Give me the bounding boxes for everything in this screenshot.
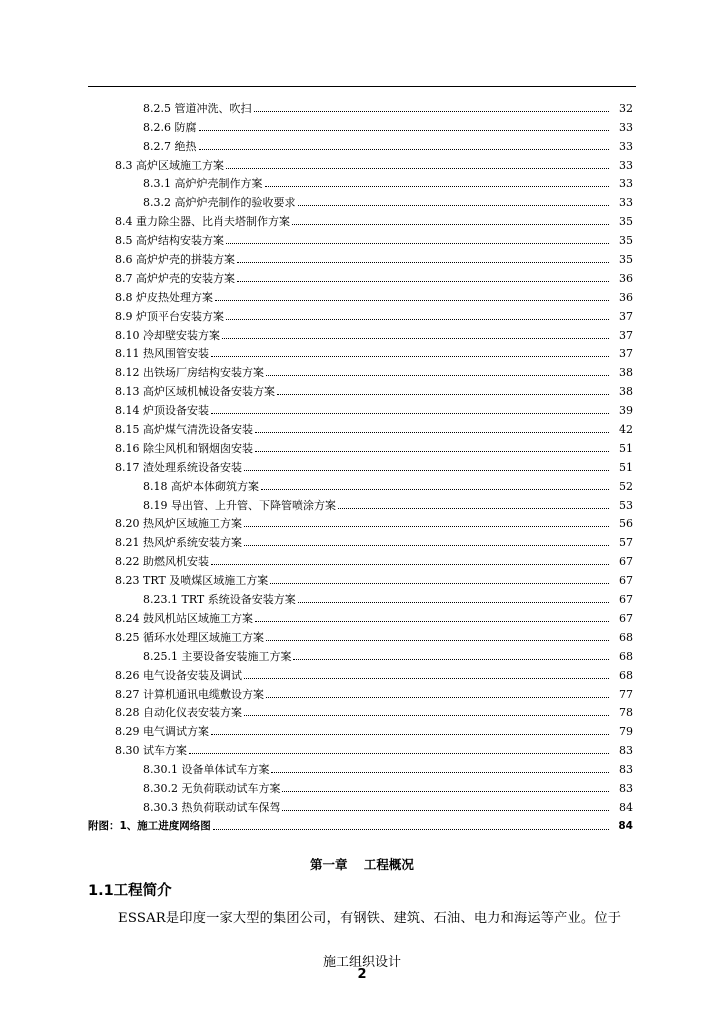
toc-leader-dots — [265, 185, 610, 187]
toc-entry-page: 33 — [619, 158, 633, 172]
toc-entry-title: 8.17 渣处理系统设备安装 — [115, 460, 242, 474]
toc-leader-dots — [226, 167, 609, 169]
toc-entry-page: 67 — [619, 555, 633, 569]
toc-entry-title: 8.23.1 TRT 系统设备安装方案 — [143, 593, 296, 607]
toc-entry-title: 8.7 高炉炉壳的安装方案 — [115, 271, 235, 285]
toc-entry-page: 35 — [619, 234, 633, 248]
toc-entry-title: 8.18 高炉本体砌筑方案 — [143, 479, 259, 493]
toc-entry[interactable] — [0, 474, 724, 493]
toc-entry-title: 8.25 循环水处理区域施工方案 — [115, 630, 264, 644]
toc-entry[interactable] — [0, 323, 724, 342]
toc-leader-dots — [211, 563, 609, 565]
toc-leader-dots — [298, 601, 609, 603]
toc-leader-dots — [237, 261, 609, 263]
toc-entry-title: 8.22 助燃风机安装 — [115, 555, 209, 569]
toc-entry-page: 56 — [619, 517, 633, 531]
toc-entry[interactable] — [0, 304, 724, 323]
toc-entry[interactable] — [0, 172, 724, 191]
toc-entry-page: 67 — [619, 593, 633, 607]
toc-entry-title: 8.14 炉顶设备安装 — [115, 404, 209, 418]
toc-leader-dots — [199, 148, 610, 150]
toc-entry-title: 8.5 高炉结构安装方案 — [115, 234, 224, 248]
toc-leader-dots — [226, 318, 609, 320]
toc-entry[interactable] — [0, 587, 724, 606]
header-rule — [88, 86, 636, 87]
toc-leader-dots — [199, 129, 610, 131]
toc-entry[interactable] — [0, 757, 724, 776]
toc-entry-title: 8.11 热风围管安装 — [115, 347, 209, 361]
toc-entry[interactable] — [0, 417, 724, 436]
toc-entry[interactable] — [0, 663, 724, 682]
toc-leader-dots — [244, 544, 609, 546]
section-heading: 1.1工程简介 — [88, 883, 172, 899]
footer-title: 施工组织设计 — [322, 955, 401, 970]
toc-entry[interactable] — [0, 644, 724, 663]
toc-leader-dots — [266, 696, 609, 698]
toc-entry-title: 8.19 导出管、上升管、下降管喷涂方案 — [143, 498, 336, 512]
toc-entry-title: 8.27 计算机通讯电缆敷设方案 — [115, 687, 264, 701]
toc-leader-dots — [255, 431, 609, 433]
toc-entry-page: 33 — [619, 177, 633, 191]
toc-leader-dots — [255, 450, 609, 452]
toc-entry-page: 33 — [619, 196, 633, 210]
toc-entry-title: 8.30.3 热负荷联动试车保驾 — [143, 800, 281, 814]
toc-entry[interactable] — [0, 682, 724, 701]
toc-entry-title: 8.2.5 管道冲洗、吹扫 — [143, 101, 252, 115]
footer-wave-rule — [88, 936, 636, 944]
toc-entry-title: 8.21 热风炉系统安装方案 — [115, 536, 242, 550]
toc-entry-page: 37 — [619, 347, 633, 361]
toc-entry-title: 8.6 高炉炉壳的拼装方案 — [115, 253, 235, 267]
toc-leader-dots — [189, 752, 609, 754]
toc-entry-page: 68 — [619, 649, 633, 663]
toc-leader-dots — [211, 412, 609, 414]
toc-entry-page: 39 — [619, 404, 633, 418]
toc-entry-page: 37 — [619, 309, 633, 323]
toc-entry[interactable] — [0, 814, 724, 833]
toc-entry-title: 8.29 电气调试方案 — [115, 725, 209, 739]
toc-entry[interactable] — [0, 96, 724, 115]
toc-entry-title: 8.9 炉顶平台安装方案 — [115, 309, 224, 323]
toc-entry[interactable] — [0, 134, 724, 153]
toc-entry-title: 8.8 炉皮热处理方案 — [115, 290, 213, 304]
toc-entry-page: 67 — [619, 611, 633, 625]
toc-entry-title: 8.3.2 高炉炉壳制作的验收要求 — [143, 196, 296, 210]
toc-leader-dots — [270, 582, 609, 584]
toc-entry-page: 38 — [619, 385, 633, 399]
toc-entry[interactable] — [0, 360, 724, 379]
toc-entry[interactable] — [0, 530, 724, 549]
toc-entry[interactable] — [0, 398, 724, 417]
toc-entry-title: 8.10 冷却壁安装方案 — [115, 328, 220, 342]
toc-entry[interactable] — [0, 795, 724, 814]
toc-entry-title: 8.16 除尘风机和钢烟囱安装 — [115, 441, 253, 455]
toc-entry[interactable] — [0, 512, 724, 531]
toc-entry[interactable] — [0, 285, 724, 304]
toc-leader-dots — [282, 809, 609, 811]
toc-leader-dots — [222, 337, 609, 339]
toc-entry-title: 8.30.2 无负荷联动试车方案 — [143, 781, 281, 795]
toc-entry-title: 8.12 出铁场厂房结构安装方案 — [115, 366, 264, 380]
toc-entry-page: 83 — [619, 781, 633, 795]
toc-entry-page: 35 — [619, 253, 633, 267]
toc-entry-page: 84 — [619, 800, 633, 814]
toc-entry-page: 78 — [619, 706, 633, 720]
chapter-heading — [0, 855, 724, 873]
toc-entry[interactable] — [0, 738, 724, 757]
wave-line — [88, 943, 636, 944]
toc-entry-title: 8.15 高炉煤气清洗设备安装 — [115, 423, 253, 437]
toc-entry-page: 36 — [619, 290, 633, 304]
toc-entry[interactable] — [0, 115, 724, 134]
toc-leader-dots — [211, 733, 609, 735]
toc-entry[interactable] — [0, 153, 724, 172]
toc-entry[interactable] — [0, 247, 724, 266]
toc-entry-title: 8.26 电气设备安装及调试 — [115, 668, 242, 682]
toc-leader-dots — [292, 223, 609, 225]
toc-entry-page: 79 — [619, 725, 633, 739]
toc-leader-dots — [237, 280, 609, 282]
toc-entry[interactable] — [0, 568, 724, 587]
chapter-title: 工程概况 — [363, 857, 414, 872]
toc-entry-title: 8.3 高炉区域施工方案 — [115, 158, 224, 172]
toc-entry[interactable] — [0, 209, 724, 228]
toc-entry-title: 8.3.1 高炉炉壳制作方案 — [143, 177, 263, 191]
toc-entry-page: 52 — [619, 479, 633, 493]
toc-entry[interactable] — [0, 625, 724, 644]
toc-entry-page: 51 — [619, 460, 633, 474]
toc-entry-title: 8.13 高炉区域机械设备安装方案 — [115, 385, 275, 399]
toc-leader-dots — [213, 828, 609, 830]
toc-leader-dots — [215, 299, 609, 301]
toc-leader-dots — [254, 110, 610, 112]
toc-entry[interactable] — [0, 190, 724, 209]
toc-entry-page: 57 — [619, 536, 633, 550]
toc-leader-dots — [244, 525, 609, 527]
toc-entry[interactable] — [0, 436, 724, 455]
toc-entry-title: 8.4 重力除尘器、比肖夫塔制作方案 — [115, 215, 290, 229]
toc-entry[interactable] — [0, 701, 724, 720]
toc-entry[interactable] — [0, 719, 724, 738]
toc-entry[interactable] — [0, 342, 724, 361]
toc-entry[interactable] — [0, 549, 724, 568]
toc-entry-title: 附图：1、施工进度网络图 — [88, 819, 211, 832]
toc-leader-dots — [282, 790, 609, 792]
page-number: 2 — [357, 967, 367, 982]
toc-entry-title: 8.30.1 设备单体试车方案 — [143, 763, 270, 777]
toc-entry[interactable] — [0, 606, 724, 625]
toc-entry-page: 77 — [619, 687, 633, 701]
toc-entry-page: 68 — [619, 668, 633, 682]
toc-entry-title: 8.23 TRT 及喷煤区域施工方案 — [115, 574, 269, 588]
toc-leader-dots — [298, 204, 610, 206]
toc-entry-title: 8.25.1 主要设备安装施工方案 — [143, 649, 292, 663]
toc-entry-title: 8.2.6 防腐 — [143, 120, 197, 134]
toc-entry-page: 84 — [618, 819, 633, 832]
toc-leader-dots — [277, 393, 609, 395]
toc-entry-page: 53 — [619, 498, 633, 512]
toc-entry-page: 42 — [619, 423, 633, 437]
toc-entry-title: 8.28 自动化仪表安装方案 — [115, 706, 242, 720]
toc-entry-page: 37 — [619, 328, 633, 342]
toc-leader-dots — [211, 355, 609, 357]
toc-leader-dots — [261, 488, 609, 490]
toc-entry[interactable] — [0, 228, 724, 247]
toc-entry-page: 33 — [619, 139, 633, 153]
toc-entry-page: 36 — [619, 271, 633, 285]
toc-leader-dots — [293, 658, 609, 660]
toc-leader-dots — [266, 374, 609, 376]
toc-entry-page: 51 — [619, 441, 633, 455]
toc-leader-dots — [266, 639, 609, 641]
toc-entry[interactable] — [0, 776, 724, 795]
toc-leader-dots — [244, 469, 609, 471]
toc-entry-page: 68 — [619, 630, 633, 644]
toc-entry-page: 32 — [619, 101, 633, 115]
toc-leader-dots — [338, 507, 609, 509]
toc-entry-page: 38 — [619, 366, 633, 380]
toc-entry-title: 8.24 鼓风机站区域施工方案 — [115, 611, 253, 625]
chapter-number: 第一章 — [310, 857, 348, 872]
toc-entry-page: 67 — [619, 574, 633, 588]
toc-entry[interactable] — [0, 455, 724, 474]
toc-leader-dots — [271, 771, 609, 773]
toc-leader-dots — [255, 620, 609, 622]
toc-entry-title: 8.30 试车方案 — [115, 744, 187, 758]
toc-entry[interactable] — [0, 266, 724, 285]
toc-entry-page: 33 — [619, 120, 633, 134]
toc-leader-dots — [244, 677, 609, 679]
toc-entry[interactable] — [0, 493, 724, 512]
toc-entry-page: 83 — [619, 744, 633, 758]
toc-entry-page: 35 — [619, 215, 633, 229]
toc-entry-title: 8.2.7 绝热 — [143, 139, 197, 153]
table-of-contents — [0, 96, 724, 833]
toc-entry-page: 83 — [619, 763, 633, 777]
body-paragraph: ESSAR是印度一家大型的集团公司，有钢铁、建筑、石油、电力和海运等产业。位于 — [118, 911, 622, 926]
toc-leader-dots — [226, 242, 609, 244]
toc-entry-title: 8.20 热风炉区域施工方案 — [115, 517, 242, 531]
toc-leader-dots — [244, 714, 609, 716]
toc-entry[interactable] — [0, 379, 724, 398]
